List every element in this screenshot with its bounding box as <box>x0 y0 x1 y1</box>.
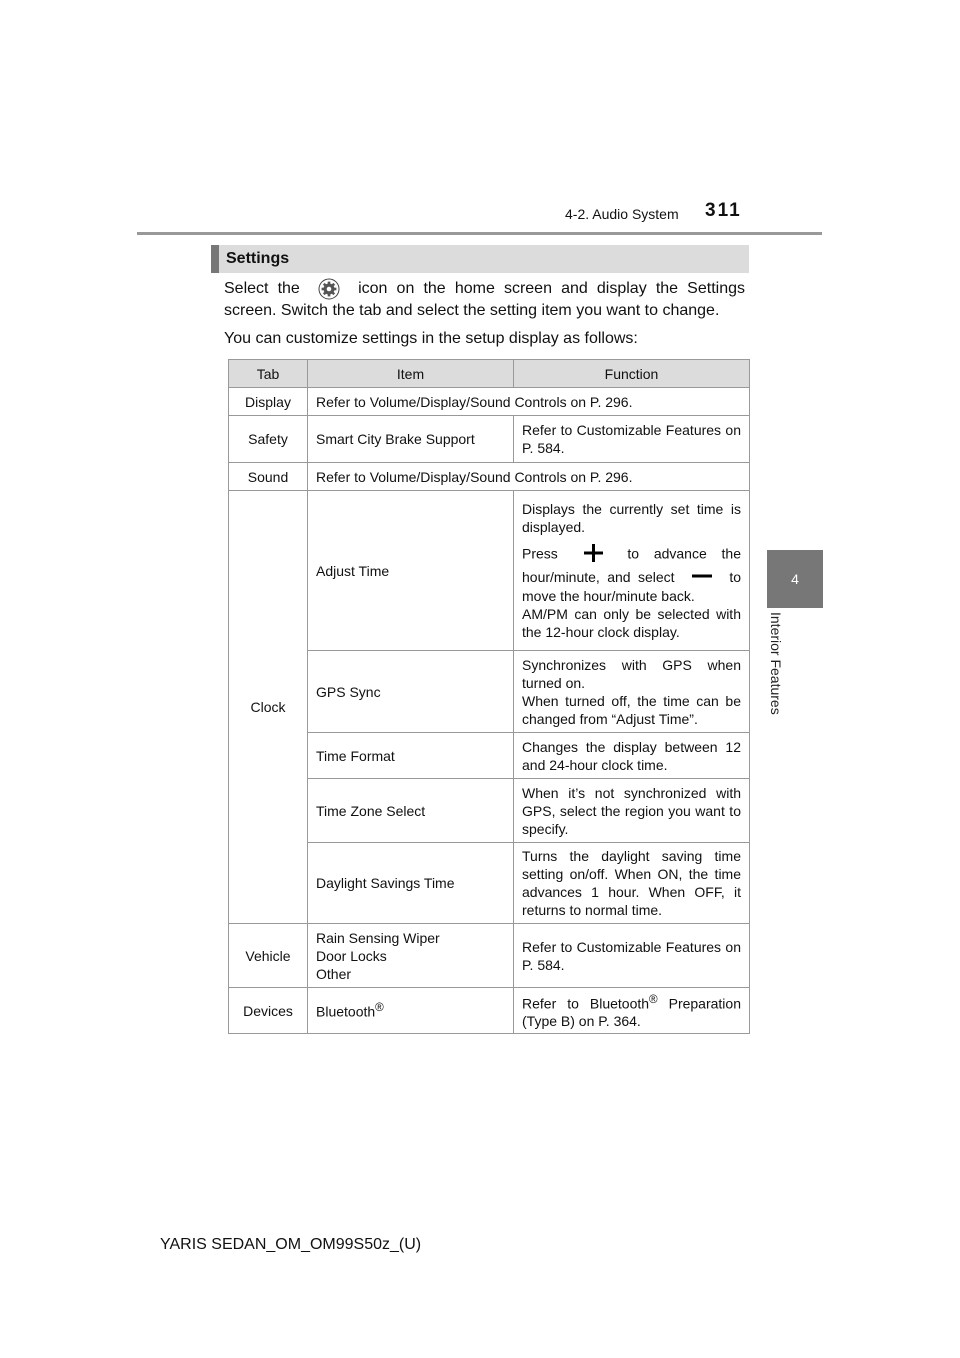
table-row <box>229 843 750 924</box>
table-header-row <box>229 360 750 388</box>
item-cell: GPS Sync <box>308 651 514 733</box>
col-header-tab: Tab <box>229 360 308 388</box>
section-heading: Settings <box>211 245 749 273</box>
page-number: 311 <box>705 200 742 221</box>
item-cell: Adjust Time <box>308 491 514 651</box>
plus-icon <box>573 542 613 568</box>
table-row <box>229 463 750 491</box>
function-text: Displays the currently set time is displayed. <box>522 500 741 535</box>
function-cell: Refer to Customizable Features on P. 584. <box>514 924 750 988</box>
table-row <box>229 651 750 733</box>
chapter-label: Interior Features <box>768 612 784 715</box>
function-text: When turned off, the time can be changed from “Adjust Time”. <box>522 692 741 727</box>
table-row <box>229 988 750 1034</box>
minus-icon <box>682 569 722 587</box>
item-line: Door Locks <box>316 947 387 964</box>
header-section: 4-2. Audio System <box>565 206 679 222</box>
function-text: to move the hour/minute back. <box>522 568 741 605</box>
table-row <box>229 388 750 416</box>
function-cell: When it’s not synchronized with GPS, select the region you want to specify. <box>514 779 750 843</box>
table-row <box>229 416 750 463</box>
function-text: Synchronizes with GPS when turned on. <box>522 656 741 691</box>
function-cell: Refer to Bluetooth® Preparation (Type B) on P. 364. <box>514 988 750 1034</box>
tab-cell: Vehicle <box>229 924 308 988</box>
registered-mark: ® <box>375 1001 384 1015</box>
item-line: Rain Sensing Wiper <box>316 929 440 946</box>
tab-cell: Display <box>229 388 308 416</box>
table-row <box>229 491 750 651</box>
item-cell: Time Format <box>308 733 514 779</box>
tab-cell: Clock <box>229 491 308 924</box>
item-line: Other <box>316 965 352 982</box>
function-cell: Turns the daylight saving time setting on/off. When ON, the time advances 1 hour. When OFF, it returns to normal time. <box>514 843 750 924</box>
settings-table <box>228 359 750 1034</box>
table-row <box>229 924 750 988</box>
intro-paragraph: Select the icon on the home screen and display the Settings screen. Switch the tab and select the setting item you want to change. <box>224 278 745 322</box>
tab-cell: Devices <box>229 988 308 1034</box>
item-cell: Smart City Brake Support <box>308 416 514 463</box>
intro-paragraph-2: You can customize settings in the setup display as follows: <box>224 330 638 347</box>
col-header-item: Item <box>308 360 514 388</box>
function-cell <box>514 491 750 651</box>
item-cell <box>308 924 514 988</box>
function-text: to advance the hour/minute, and select <box>522 545 741 585</box>
settings-gear-icon <box>309 278 349 300</box>
item-cell: Bluetooth® <box>308 988 514 1034</box>
function-text: AM/PM can only be selected with the 12-hour clock display. <box>522 606 741 641</box>
col-header-function: Function <box>514 360 750 388</box>
function-cell <box>514 651 750 733</box>
function-text: Press <box>522 545 558 562</box>
document-footer: YARIS SEDAN_OM_OM99S50z_(U) <box>160 1236 422 1253</box>
table-row <box>229 779 750 843</box>
item-cell: Refer to Volume/Display/Sound Controls on P. 296. <box>308 388 750 416</box>
header-rule <box>137 232 822 235</box>
item-cell: Daylight Savings Time <box>308 843 514 924</box>
function-cell: Changes the display between 12 and 24-hour clock time. <box>514 733 750 779</box>
chapter-number: 4 <box>791 571 799 587</box>
item-cell: Refer to Volume/Display/Sound Controls on P. 296. <box>308 463 750 491</box>
registered-mark: ® <box>649 992 658 1006</box>
table-row <box>229 733 750 779</box>
item-cell: Time Zone Select <box>308 779 514 843</box>
function-cell: Refer to Customizable Features on P. 584. <box>514 416 750 463</box>
tab-cell: Sound <box>229 463 308 491</box>
tab-cell: Safety <box>229 416 308 463</box>
